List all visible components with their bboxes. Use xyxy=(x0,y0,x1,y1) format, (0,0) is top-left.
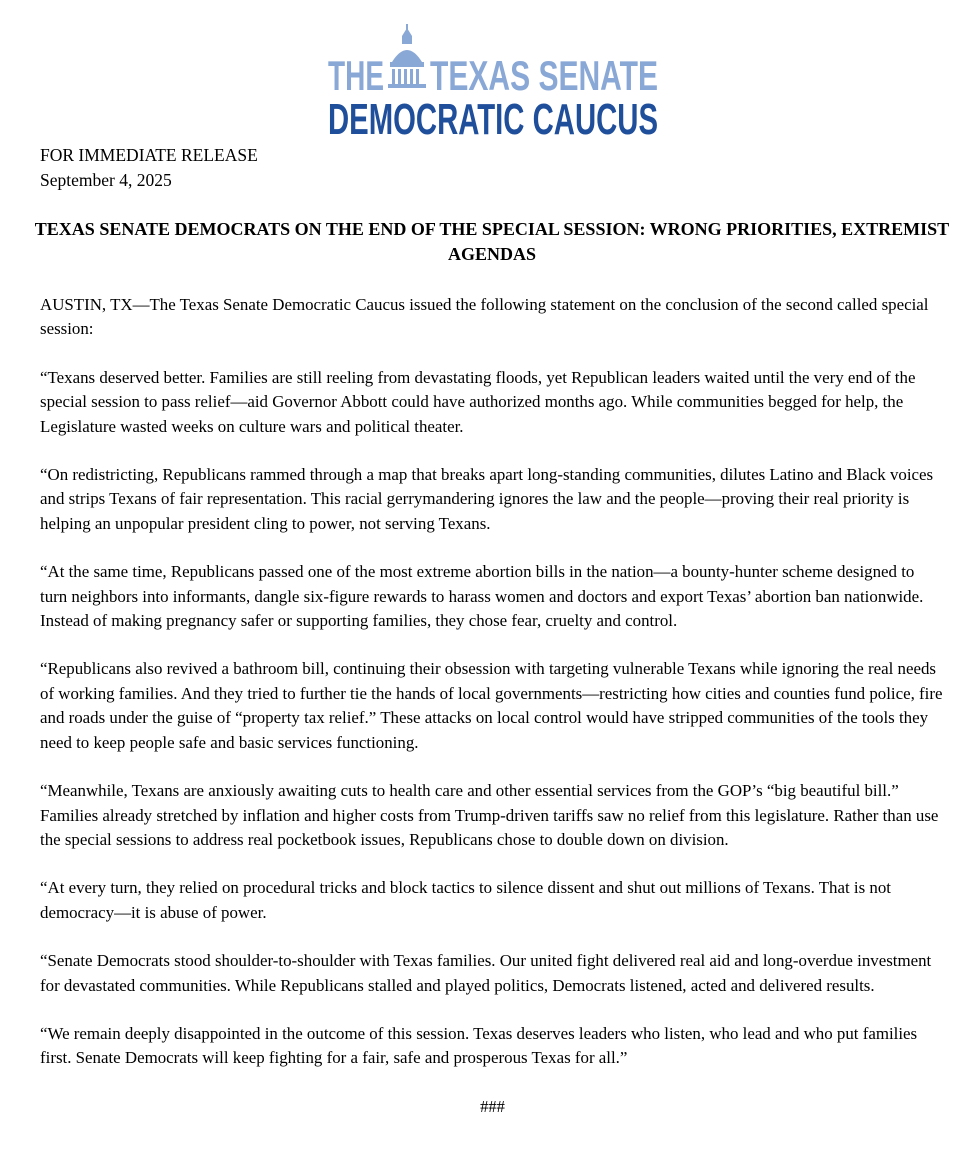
paragraph-families: “Senate Democrats stood shoulder-to-shoulder with Texas families. Our united fight delivered real aid and long-overdue investment for devastated communities. While Republicans stalled and played politics, Democrats listened, acted and delivered results. xyxy=(40,951,932,995)
paragraph-bathroom-bill: “Republicans also revived a bathroom bill, continuing their obsession with targeting vulnerable Texans while ignoring the real needs of working families. And they tried to further tie the hands of local governments—restricting how cities and counties fund police, fire and roads under the guise of “property tax relief.” These attacks on local control would have stripped communities of the tools they need to keep people safe and basic services functioning. xyxy=(40,659,943,752)
paragraph-floods: “Texans deserved better. Families are still reeling from devastating floods, yet Republican leaders waited until the very end of the special session to pass relief—aid Governor Abbott could have authorized months ago. While communities begged for help, the Legislature wasted weeks on culture wars and political theater. xyxy=(40,367,916,436)
press-release-headline: TEXAS SENATE DEMOCRATS ON THE END OF THE SPECIAL SESSION: WRONG PRIORITIES, EXTREMIST AGENDAS xyxy=(34,219,950,264)
caucus-logo xyxy=(326,20,666,144)
release-label: FOR IMMEDIATE RELEASE xyxy=(40,145,258,165)
release-date: September 4, 2025 xyxy=(40,169,172,190)
logo-texas-senate-text: TEXAS SENATE xyxy=(430,52,658,99)
logo-democratic-caucus-text: DEMOCRATIC CAUCUS xyxy=(328,95,658,144)
paragraph-redistricting: “On redistricting, Republicans rammed through a map that breaks apart long-standing communities, dilutes Latino and Black voices and strips Texans of fair representation. This racial gerrymandering ignores the law and the people—proving their real priority is helping an unpopular president cling to power, not serving Texans. xyxy=(40,465,934,533)
paragraph-procedural: “At every turn, they relied on procedural tricks and block tactics to silence dissent and shut out millions of Texans. That is not democracy—it is abuse of power. xyxy=(40,878,891,922)
paragraph-abortion: “At the same time, Republicans passed one of the most extreme abortion bills in the nation—a bounty-hunter scheme designed to turn neighbors into informants, dangle six-figure rewards to harass women and doctors and export Texas’ abortion ban nationwide. Instead of making pregnancy safer or supporting families, they chose fear, cruelty and control. xyxy=(40,562,924,631)
end-mark: ### xyxy=(480,1096,505,1116)
paragraph-intro: AUSTIN, TX—The Texas Senate Democratic Caucus issued the following statement on the conclusion of the second called special session: xyxy=(40,295,929,339)
press-release-body xyxy=(40,293,945,1119)
paragraph-health-care: “Meanwhile, Texans are anxiously awaiting cuts to health care and other essential services from the GOP’s “big beautiful bill.” Families already stretched by inflation and higher costs from Trump-driven tariffs saw no relief from this legislature. Rather than use the special sessions to address real pocketbook issues, Republicans chose to double down on division. xyxy=(40,781,939,849)
paragraph-closing: “We remain deeply disappointed in the outcome of this session. Texas deserves leaders who listen, who lead and who put families first. Senate Democrats will keep fighting for a fair, safe and prosperous Texas for all.” xyxy=(40,1023,918,1068)
release-meta xyxy=(40,143,258,192)
capitol-dome-icon xyxy=(388,24,426,88)
logo-the-text: THE xyxy=(328,52,384,99)
